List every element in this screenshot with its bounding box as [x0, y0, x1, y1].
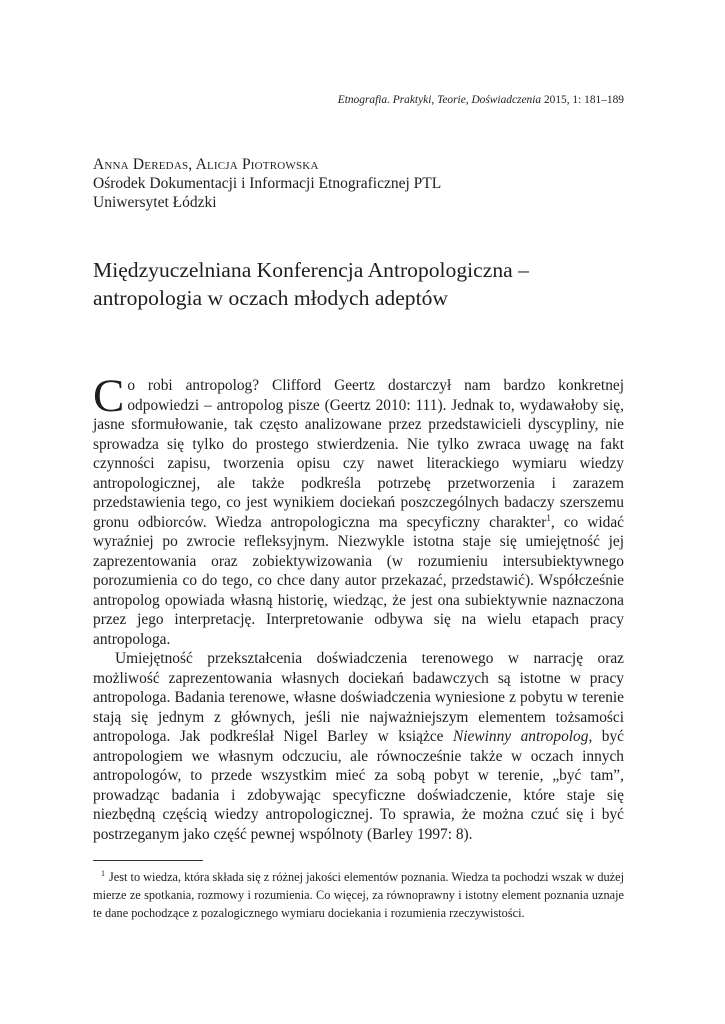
running-header [93, 93, 624, 107]
article-body [93, 370, 625, 844]
author-block [93, 155, 624, 212]
author-names: Anna Deredas, Alicja Piotrowska [93, 156, 319, 173]
paragraph-2-text-a: Umiejętność przekształcenia doświadczenia terenowego w narrację oraz możliwość zaprezentowania własnych dociekań badawczych są istotne w pracy antropologa. Badania terenowe, własne doświadczenia wyniesione z pobytu w terenie stają się jednym z głównych, jeśli nie najważniejszym elementem tożsamości antropologa. Jak podkreślał Nigel Barley w książce [93, 650, 624, 745]
title-line-1: Międzyuczelniana Konferencja Antropologiczna – [93, 258, 529, 282]
journal-name: Etnografia. Praktyki, Teorie, Doświadczenia [337, 94, 542, 106]
footnote-reference[interactable]: 1 [546, 512, 551, 523]
article-title [93, 256, 624, 312]
paragraph-2 [93, 649, 624, 844]
footnote-text: Jest to wiedza, która składa się z różnej jakości elementów poznania. Wiedza ta pochodzi wszak w dużej mierze ze spotkania, rozmowy i rozumienia. Co więcej, za równoprawny i istotny element poznania uznaje te dane pochodzące z pozalogicznego wymiaru dociekania i rozumienia rzeczywistości. [93, 870, 624, 920]
paragraph-1 [93, 370, 624, 649]
footnote [93, 868, 624, 922]
footnote-number: 1 [101, 868, 105, 878]
book-title: Niewinny antropolog [452, 728, 589, 745]
affiliation-2: Uniwersytet Łódzki [93, 194, 217, 211]
footnote-divider [93, 860, 203, 861]
affiliation-1: Ośrodek Dokumentacji i Informacji Etnograficznej PTL [93, 175, 442, 192]
issue-info: 2015, 1: 181–189 [543, 94, 624, 106]
drop-cap: C [93, 370, 125, 422]
paragraph-1-text-b: , co widać wyraźniej po zwrocie refleksyjnym. Niezwykle istotna staje się umiejętność jej zaprezentowania oraz zobiektywizowania (w rozumieniu intersubiektywnego porozumienia co do tego, co chce dany autor przekazać, przedstawić). Współcześnie antropolog opowiada własną historię, wiedząc, że jest ona subiektywnie naznaczona przez jego interpretację. Interpretowanie odbywa się na wielu etapach pracy antropologa. [93, 513, 624, 648]
paragraph-2-text-b: , być antropologiem we własnym odczuciu, ale równocześnie także w oczach innych antropologów, to przede wszystkim mieć za sobą pobyt w terenie, „być tam”, prowadząc badania i zdobywając specyficzne doświadczenie, które staje się niezbędną częścią wiedzy antropologicznej. To sprawia, że można czuć się i być postrzeganym jako część pewnej wspólnoty (Barley 1997: 8). [93, 728, 625, 843]
paragraph-1-text-a: o robi antropolog? Clifford Geertz dostarczył nam bardzo konkretnej odpowiedzi – antropolog pisze (Geertz 2010: 111). Jednak to, wydawałoby się, jasne sformułowanie, tak często analizowane przez przedstawicieli dyscypliny, nie sprowadza się tylko do prostego stwierdzenia. Nie tylko zwraca uwagę na fakt czynności zapisu, tworzenia opisu czy nawet literackiego wymiaru wiedzy antropologicznej, ale także podkreśla potrzebę przetworzenia i zarazem przedstawienia tego, co jest wynikiem dociekań poszczególnych badaczy szerszemu gronu odbiorców. Wiedza antropologiczna ma specyficzny charakter [93, 377, 624, 531]
title-line-2: antropologia w oczach młodych adeptów [93, 286, 448, 310]
